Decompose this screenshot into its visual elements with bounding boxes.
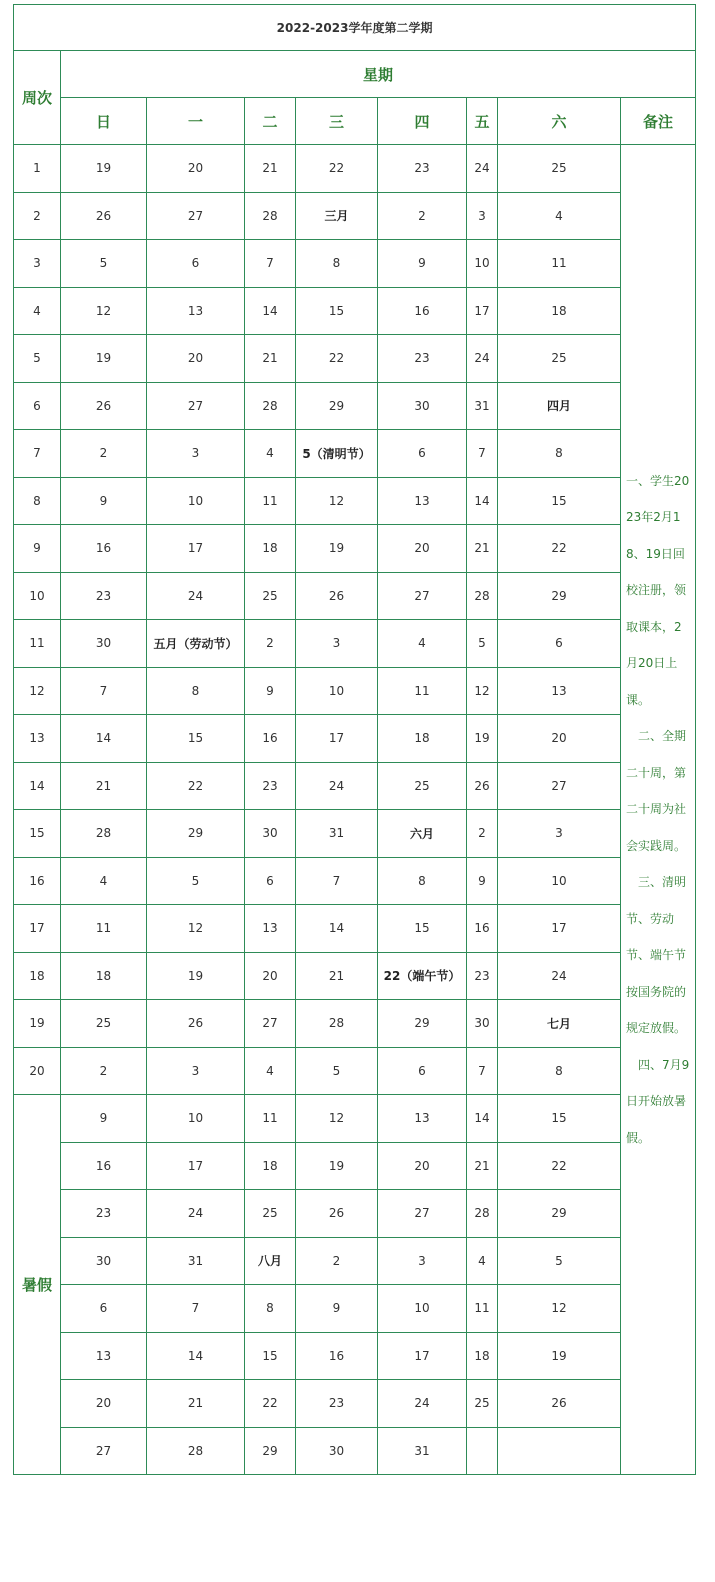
day-cell: 5 bbox=[61, 240, 147, 288]
day-cell: 10 bbox=[296, 667, 378, 715]
day-cell: 八月 bbox=[245, 1237, 296, 1285]
day-cell: 2 bbox=[61, 430, 147, 478]
summer-week-row bbox=[14, 1332, 696, 1380]
day-cell: 14 bbox=[147, 1332, 245, 1380]
week-row bbox=[14, 240, 696, 288]
day-cell: 19 bbox=[498, 1332, 621, 1380]
day-cell: 27 bbox=[378, 572, 467, 620]
day-cell: 31 bbox=[378, 1427, 467, 1475]
day-cell: 28 bbox=[245, 382, 296, 430]
notes-cell bbox=[621, 145, 696, 1475]
day-cell: 9 bbox=[467, 857, 498, 905]
day-cell: 24 bbox=[467, 335, 498, 383]
day-cell: 12 bbox=[296, 1095, 378, 1143]
summer-week-row bbox=[14, 1190, 696, 1238]
day-cell: 21 bbox=[467, 1142, 498, 1190]
note-item: 一、学生2023年2月18、19日回校注册，领取课本，2月20日上课。 bbox=[626, 473, 690, 707]
day-cell: 25 bbox=[378, 762, 467, 810]
day-cell: 30 bbox=[61, 620, 147, 668]
day-cell: 25 bbox=[245, 572, 296, 620]
week-number: 3 bbox=[14, 240, 61, 288]
day-cell: 18 bbox=[245, 525, 296, 573]
day-cell: 13 bbox=[378, 477, 467, 525]
week-row bbox=[14, 430, 696, 478]
day-cell: 24 bbox=[147, 1190, 245, 1238]
day-cell: 8 bbox=[147, 667, 245, 715]
day-cell: 23 bbox=[296, 1380, 378, 1428]
day-cell: 2 bbox=[245, 620, 296, 668]
day-cell: 7 bbox=[245, 240, 296, 288]
day-cell: 3 bbox=[147, 430, 245, 478]
day-cell: 22 bbox=[296, 335, 378, 383]
day-cell: 12 bbox=[61, 287, 147, 335]
day-cell: 27 bbox=[147, 382, 245, 430]
day-cell: 20 bbox=[245, 952, 296, 1000]
day-cell: 11 bbox=[61, 905, 147, 953]
day-cell: 23 bbox=[61, 572, 147, 620]
day-cell: 26 bbox=[296, 572, 378, 620]
day-cell: 6 bbox=[61, 1285, 147, 1333]
day-cell: 29 bbox=[498, 572, 621, 620]
day-cell: 22 bbox=[147, 762, 245, 810]
summer-week-row bbox=[14, 1095, 696, 1143]
day-cell: 4 bbox=[498, 192, 621, 240]
day-cell: 9 bbox=[61, 1095, 147, 1143]
week-number: 18 bbox=[14, 952, 61, 1000]
day-header-fri: 五 bbox=[467, 98, 498, 145]
day-cell: 30 bbox=[296, 1427, 378, 1475]
summer-week-row bbox=[14, 1427, 696, 1475]
day-cell: 7 bbox=[147, 1285, 245, 1333]
day-cell: 三月 bbox=[296, 192, 378, 240]
weekday-group-header: 星期 bbox=[61, 51, 696, 98]
day-cell: 20 bbox=[378, 525, 467, 573]
day-cell: 26 bbox=[61, 382, 147, 430]
day-cell: 25 bbox=[245, 1190, 296, 1238]
day-cell: 3 bbox=[498, 810, 621, 858]
day-cell: 6 bbox=[147, 240, 245, 288]
day-cell: 16 bbox=[378, 287, 467, 335]
week-number: 15 bbox=[14, 810, 61, 858]
week-number: 16 bbox=[14, 857, 61, 905]
day-cell: 27 bbox=[245, 1000, 296, 1048]
summer-week-row bbox=[14, 1142, 696, 1190]
day-cell: 8 bbox=[498, 430, 621, 478]
day-cell: 4 bbox=[245, 1047, 296, 1095]
day-cell: 3 bbox=[467, 192, 498, 240]
week-number: 9 bbox=[14, 525, 61, 573]
day-cell: 23 bbox=[378, 335, 467, 383]
day-cell: 7 bbox=[296, 857, 378, 905]
day-cell: 13 bbox=[147, 287, 245, 335]
day-cell: 26 bbox=[498, 1380, 621, 1428]
day-cell: 9 bbox=[296, 1285, 378, 1333]
day-cell: 23 bbox=[378, 145, 467, 193]
day-cell: 17 bbox=[378, 1332, 467, 1380]
week-number: 13 bbox=[14, 715, 61, 763]
day-cell: 13 bbox=[498, 667, 621, 715]
week-row bbox=[14, 715, 696, 763]
day-cell: 14 bbox=[296, 905, 378, 953]
day-cell: 18 bbox=[498, 287, 621, 335]
day-cell: 21 bbox=[245, 145, 296, 193]
day-cell: 29 bbox=[245, 1427, 296, 1475]
week-row bbox=[14, 810, 696, 858]
day-cell: 四月 bbox=[498, 382, 621, 430]
day-cell: 27 bbox=[378, 1190, 467, 1238]
day-cell: 17 bbox=[147, 1142, 245, 1190]
day-cell: 20 bbox=[378, 1142, 467, 1190]
week-row bbox=[14, 620, 696, 668]
day-cell: 28 bbox=[467, 572, 498, 620]
day-cell: 10 bbox=[147, 1095, 245, 1143]
day-cell: 19 bbox=[296, 1142, 378, 1190]
day-cell: 11 bbox=[245, 1095, 296, 1143]
day-cell: 21 bbox=[296, 952, 378, 1000]
day-cell: 6 bbox=[378, 430, 467, 478]
day-cell: 5 bbox=[147, 857, 245, 905]
day-cell: 21 bbox=[147, 1380, 245, 1428]
day-cell: 14 bbox=[61, 715, 147, 763]
week-number: 10 bbox=[14, 572, 61, 620]
week-number: 5 bbox=[14, 335, 61, 383]
day-cell: 19 bbox=[467, 715, 498, 763]
day-cell: 2 bbox=[296, 1237, 378, 1285]
calendar-title: 2022-2023学年度第二学期 bbox=[14, 5, 696, 51]
day-cell: 30 bbox=[467, 1000, 498, 1048]
day-cell: 30 bbox=[61, 1237, 147, 1285]
day-cell: 29 bbox=[296, 382, 378, 430]
day-cell: 17 bbox=[296, 715, 378, 763]
day-cell: 17 bbox=[498, 905, 621, 953]
day-cell: 31 bbox=[467, 382, 498, 430]
week-number: 20 bbox=[14, 1047, 61, 1095]
day-cell: 10 bbox=[147, 477, 245, 525]
week-row bbox=[14, 287, 696, 335]
school-calendar bbox=[13, 4, 695, 1475]
day-cell: 12 bbox=[296, 477, 378, 525]
week-number: 11 bbox=[14, 620, 61, 668]
day-cell: 25 bbox=[498, 145, 621, 193]
day-cell: 24 bbox=[296, 762, 378, 810]
day-cell: 20 bbox=[498, 715, 621, 763]
day-cell: 31 bbox=[147, 1237, 245, 1285]
day-cell: 18 bbox=[61, 952, 147, 1000]
day-cell: 29 bbox=[378, 1000, 467, 1048]
day-cell: 21 bbox=[245, 335, 296, 383]
day-cell: 11 bbox=[467, 1285, 498, 1333]
day-cell: 6 bbox=[498, 620, 621, 668]
day-cell: 17 bbox=[147, 525, 245, 573]
day-cell: 20 bbox=[147, 335, 245, 383]
day-cell: 15 bbox=[498, 1095, 621, 1143]
notes-header: 备注 bbox=[621, 98, 696, 145]
week-row bbox=[14, 572, 696, 620]
week-row bbox=[14, 192, 696, 240]
day-cell: 8 bbox=[296, 240, 378, 288]
day-cell: 18 bbox=[378, 715, 467, 763]
day-cell: 14 bbox=[467, 1095, 498, 1143]
day-cell: 8 bbox=[245, 1285, 296, 1333]
day-cell: 10 bbox=[467, 240, 498, 288]
day-cell: 11 bbox=[245, 477, 296, 525]
day-header-thu: 四 bbox=[378, 98, 467, 145]
day-cell: 19 bbox=[61, 145, 147, 193]
day-cell: 28 bbox=[61, 810, 147, 858]
week-row bbox=[14, 145, 696, 193]
day-cell: 17 bbox=[467, 287, 498, 335]
week-row bbox=[14, 857, 696, 905]
day-cell: 21 bbox=[61, 762, 147, 810]
day-cell: 16 bbox=[245, 715, 296, 763]
day-cell: 16 bbox=[61, 1142, 147, 1190]
week-row bbox=[14, 477, 696, 525]
day-cell: 五月（劳动节） bbox=[147, 620, 245, 668]
day-cell: 9 bbox=[245, 667, 296, 715]
day-header-wed: 三 bbox=[296, 98, 378, 145]
day-cell: 10 bbox=[378, 1285, 467, 1333]
day-cell: 18 bbox=[245, 1142, 296, 1190]
day-cell: 28 bbox=[296, 1000, 378, 1048]
day-cell: 28 bbox=[467, 1190, 498, 1238]
day-cell: 25 bbox=[467, 1380, 498, 1428]
day-cell: 29 bbox=[147, 810, 245, 858]
day-cell: 15 bbox=[498, 477, 621, 525]
day-cell: 11 bbox=[378, 667, 467, 715]
day-cell: 8 bbox=[378, 857, 467, 905]
day-cell: 15 bbox=[147, 715, 245, 763]
day-cell: 2 bbox=[61, 1047, 147, 1095]
week-number: 1 bbox=[14, 145, 61, 193]
day-cell: 3 bbox=[378, 1237, 467, 1285]
day-cell: 23 bbox=[61, 1190, 147, 1238]
week-row bbox=[14, 1047, 696, 1095]
day-cell: 4 bbox=[378, 620, 467, 668]
day-cell: 27 bbox=[498, 762, 621, 810]
day-cell: 6 bbox=[245, 857, 296, 905]
week-row bbox=[14, 525, 696, 573]
week-number: 19 bbox=[14, 1000, 61, 1048]
day-cell: 12 bbox=[467, 667, 498, 715]
week-row bbox=[14, 382, 696, 430]
day-cell: 27 bbox=[61, 1427, 147, 1475]
day-cell: 28 bbox=[147, 1427, 245, 1475]
day-cell: 5 bbox=[498, 1237, 621, 1285]
week-number: 17 bbox=[14, 905, 61, 953]
day-cell: 2 bbox=[467, 810, 498, 858]
day-cell: 19 bbox=[147, 952, 245, 1000]
day-cell: 18 bbox=[467, 1332, 498, 1380]
day-cell: 3 bbox=[296, 620, 378, 668]
day-cell: 16 bbox=[467, 905, 498, 953]
day-cell: 14 bbox=[467, 477, 498, 525]
day-cell: 13 bbox=[378, 1095, 467, 1143]
day-cell: 16 bbox=[296, 1332, 378, 1380]
week-number: 6 bbox=[14, 382, 61, 430]
day-header-sun: 日 bbox=[61, 98, 147, 145]
day-cell: 12 bbox=[498, 1285, 621, 1333]
summer-week-row bbox=[14, 1237, 696, 1285]
day-cell: 7 bbox=[467, 1047, 498, 1095]
day-cell: 12 bbox=[147, 905, 245, 953]
day-cell: 20 bbox=[61, 1380, 147, 1428]
day-cell: 19 bbox=[61, 335, 147, 383]
day-cell: 4 bbox=[61, 857, 147, 905]
day-cell: 20 bbox=[147, 145, 245, 193]
day-cell: 七月 bbox=[498, 1000, 621, 1048]
day-header-tue: 二 bbox=[245, 98, 296, 145]
day-cell: 26 bbox=[147, 1000, 245, 1048]
day-cell: 24 bbox=[147, 572, 245, 620]
week-row bbox=[14, 905, 696, 953]
day-cell: 26 bbox=[296, 1190, 378, 1238]
day-cell: 22 bbox=[498, 1142, 621, 1190]
calendar-table bbox=[13, 4, 696, 1475]
day-cell: 22 bbox=[498, 525, 621, 573]
day-cell: 5 bbox=[296, 1047, 378, 1095]
day-cell: 3 bbox=[147, 1047, 245, 1095]
day-cell: 5 bbox=[467, 620, 498, 668]
day-cell: 9 bbox=[61, 477, 147, 525]
week-row bbox=[14, 667, 696, 715]
day-cell: 15 bbox=[245, 1332, 296, 1380]
week-row bbox=[14, 1000, 696, 1048]
day-cell: 9 bbox=[378, 240, 467, 288]
day-cell: 26 bbox=[61, 192, 147, 240]
day-header-sat: 六 bbox=[498, 98, 621, 145]
day-cell: 25 bbox=[498, 335, 621, 383]
week-column-header: 周次 bbox=[14, 51, 61, 145]
day-cell bbox=[467, 1427, 498, 1475]
week-number: 7 bbox=[14, 430, 61, 478]
day-cell: 13 bbox=[245, 905, 296, 953]
day-cell: 4 bbox=[467, 1237, 498, 1285]
week-number: 12 bbox=[14, 667, 61, 715]
note-item: 二、全期二十周，第二十周为社会实践周。 bbox=[626, 729, 687, 853]
week-row bbox=[14, 952, 696, 1000]
day-cell: 23 bbox=[467, 952, 498, 1000]
day-cell: 23 bbox=[245, 762, 296, 810]
day-cell: 24 bbox=[378, 1380, 467, 1428]
day-cell: 14 bbox=[245, 287, 296, 335]
day-cell: 30 bbox=[245, 810, 296, 858]
week-row bbox=[14, 335, 696, 383]
day-cell: 16 bbox=[61, 525, 147, 573]
day-cell: 15 bbox=[296, 287, 378, 335]
day-cell: 22（端午节） bbox=[378, 952, 467, 1000]
day-cell: 29 bbox=[498, 1190, 621, 1238]
summer-week-row bbox=[14, 1285, 696, 1333]
day-cell: 7 bbox=[61, 667, 147, 715]
day-cell: 8 bbox=[498, 1047, 621, 1095]
day-cell: 10 bbox=[498, 857, 621, 905]
day-cell: 15 bbox=[378, 905, 467, 953]
day-cell: 4 bbox=[245, 430, 296, 478]
day-cell: 30 bbox=[378, 382, 467, 430]
day-cell: 21 bbox=[467, 525, 498, 573]
day-cell bbox=[498, 1427, 621, 1475]
day-cell: 25 bbox=[61, 1000, 147, 1048]
day-header-mon: 一 bbox=[147, 98, 245, 145]
day-cell: 27 bbox=[147, 192, 245, 240]
day-cell: 26 bbox=[467, 762, 498, 810]
week-number: 8 bbox=[14, 477, 61, 525]
day-cell: 11 bbox=[498, 240, 621, 288]
day-cell: 5（清明节） bbox=[296, 430, 378, 478]
note-item: 四、7月9日开始放暑假。 bbox=[626, 1057, 690, 1145]
summer-vacation-label: 暑假 bbox=[14, 1095, 61, 1475]
note-item: 三、清明节、劳动节、端午节按国务院的规定放假。 bbox=[626, 875, 687, 1036]
day-cell: 24 bbox=[467, 145, 498, 193]
day-cell: 2 bbox=[378, 192, 467, 240]
week-number: 14 bbox=[14, 762, 61, 810]
day-cell: 13 bbox=[61, 1332, 147, 1380]
day-cell: 22 bbox=[245, 1380, 296, 1428]
summer-week-row bbox=[14, 1380, 696, 1428]
day-cell: 六月 bbox=[378, 810, 467, 858]
week-row bbox=[14, 762, 696, 810]
day-cell: 7 bbox=[467, 430, 498, 478]
day-cell: 6 bbox=[378, 1047, 467, 1095]
day-cell: 19 bbox=[296, 525, 378, 573]
day-cell: 24 bbox=[498, 952, 621, 1000]
week-number: 4 bbox=[14, 287, 61, 335]
day-cell: 31 bbox=[296, 810, 378, 858]
week-number: 2 bbox=[14, 192, 61, 240]
day-cell: 28 bbox=[245, 192, 296, 240]
day-cell: 22 bbox=[296, 145, 378, 193]
